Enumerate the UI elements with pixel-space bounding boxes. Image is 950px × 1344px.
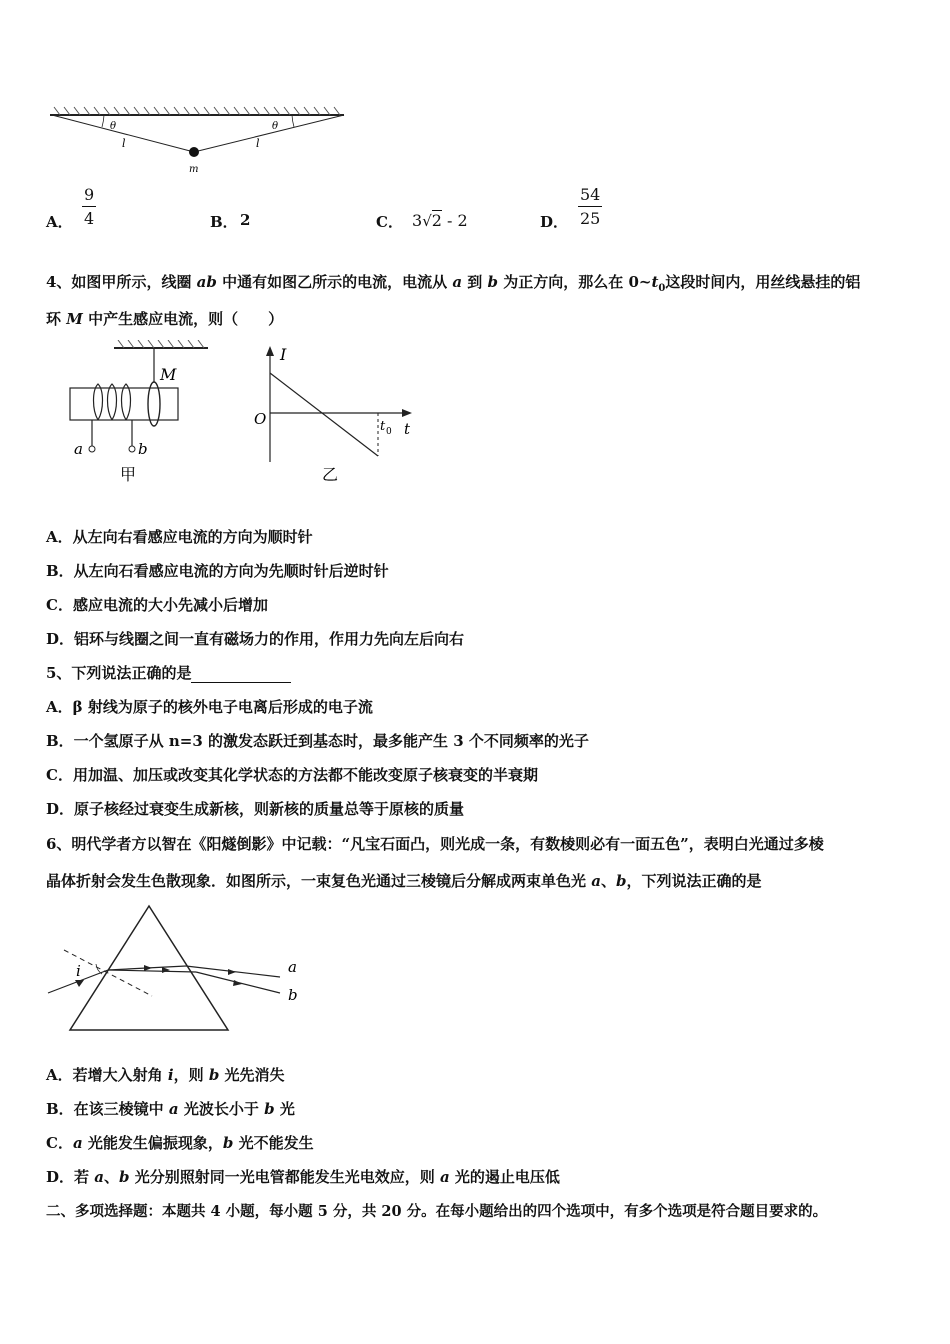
mass-label: m	[189, 164, 199, 175]
q4-stem-line1: 4、如图甲所示，线圈 ab 中通有如图乙所示的电流，电流从 a 到 b 为正方向，那么在 $0\sim t_0$这段时间内，用丝线悬挂的铝	[46, 273, 861, 294]
q3-option-a-denominator: 4	[84, 209, 95, 228]
terminal-label-b: b	[138, 440, 148, 458]
q3-option-a-letter: A．	[46, 213, 73, 231]
pendulum-figure	[46, 105, 356, 177]
q3-option-d-fraction	[578, 185, 602, 228]
axis-label-i: I	[280, 345, 287, 364]
q3-option-c-value: 3√2 - 2	[412, 211, 468, 230]
q5-option-c: C．用加温、加压或改变其化学状态的方法都不能改变原子核衰变的半衰期	[46, 766, 538, 784]
section-2-heading: 二、多项选择题：本题共 4 小题，每小题 5 分，共 20 分。在每小题给出的四个选项中，有多个选项是符合题目要求的。	[46, 1203, 828, 1220]
q5-option-a: A．β 射线为原子的核外电子电离后形成的电子流	[46, 698, 373, 716]
q3-option-d-numerator: 54	[578, 185, 602, 207]
coil-figure	[62, 340, 222, 490]
q6-option-b: B．在该三棱镜中 a 光波长小于 b 光	[46, 1100, 295, 1118]
length-label-right: l	[256, 137, 260, 150]
figure-label-yi: 乙	[322, 465, 339, 484]
q3-option-d-letter: D．	[540, 213, 569, 231]
origin-label: O	[254, 410, 267, 428]
q3-option-a-fraction	[82, 185, 96, 228]
q5-option-d: D．原子核经过衰变生成新核，则新核的质量总等于原核的质量	[46, 800, 465, 818]
length-label-left: l	[122, 137, 126, 150]
q3-option-a-numerator: 9	[82, 185, 96, 207]
answer-blank[interactable]	[191, 666, 291, 683]
q3-option-b-value: 2	[240, 211, 251, 229]
theta-label-left: θ	[110, 121, 117, 132]
ray-label-b: b	[288, 986, 298, 1004]
q3-option-b-letter: B．	[210, 213, 238, 231]
q4-stem-line2: 环 M 中产生感应电流，则（ ）	[46, 310, 284, 328]
q5-option-b: B．一个氢原子从 n=3 的激发态跃迁到基态时，最多能产生 3 个不同频率的光子	[46, 732, 589, 750]
theta-label-right: θ	[272, 121, 279, 132]
ring-label-m: M	[160, 365, 177, 384]
q3-option-c-letter: C．	[376, 213, 403, 231]
q4-option-d: D．铝环与线圈之间一直有磁场力的作用，作用力先向左后向右	[46, 630, 465, 648]
t0-label: t	[380, 419, 386, 434]
q6-option-d: D．若 a、b 光分别照射同一光电管都能发生光电效应，则 a 光的遏止电压低	[46, 1168, 560, 1186]
axis-label-t: t	[404, 420, 411, 438]
t0-subscript: 0	[386, 427, 392, 437]
q6-option-c: C．a 光能发生偏振现象，b 光不能发生	[46, 1134, 314, 1152]
q6-stem-line2: 晶体折射会发生色散现象．如图所示，一束复色光通过三棱镜后分解成两束单色光 a、b，下列说法正确的是	[46, 872, 762, 890]
q3-options	[46, 185, 569, 235]
q4-option-a: A．从左向右看感应电流的方向为顺时针	[46, 528, 313, 546]
q6-stem-line1: 6、明代学者方以智在《阳燧倒影》中记载：“凡宝石面凸，则光成一条，有数棱则必有一面五色”，表明白光通过多棱	[46, 835, 824, 853]
current-graph	[248, 340, 423, 490]
terminal-label-a: a	[74, 440, 83, 458]
q5-stem: 5、下列说法正确的是	[46, 662, 291, 683]
figure-label-jia: 甲	[120, 465, 137, 484]
incident-angle-label: i	[76, 962, 81, 980]
q6-option-a: A．若增大入射角 i，则 b 光先消失	[46, 1066, 285, 1084]
q4-option-b: B．从左向石看感应电流的方向为先顺时针后逆时针	[46, 562, 389, 580]
ray-label-a: a	[288, 958, 297, 976]
q4-option-c: C．感应电流的大小先减小后增加	[46, 596, 268, 614]
prism-figure	[46, 900, 316, 1036]
q3-option-d-denominator: 25	[580, 209, 601, 228]
